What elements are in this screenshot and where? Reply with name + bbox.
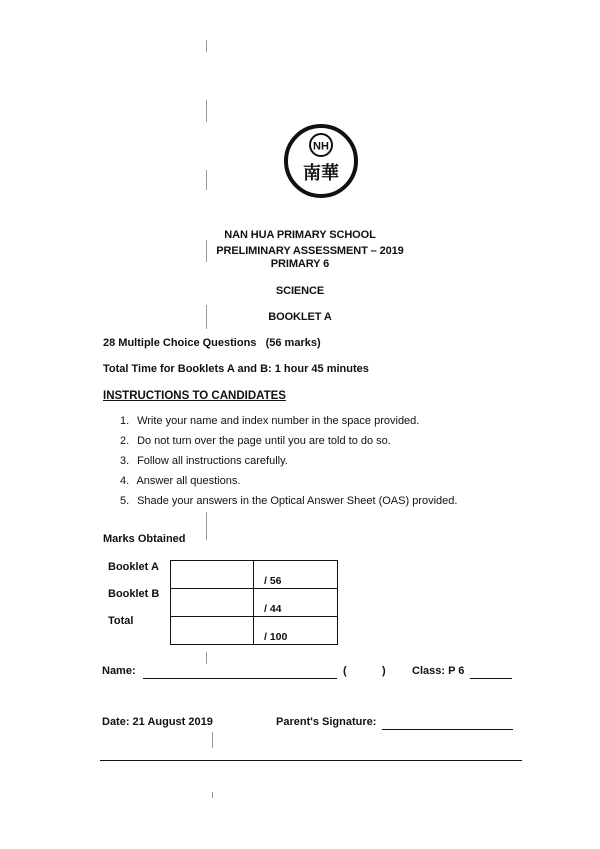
marks-heading: Marks Obtained [103, 533, 186, 545]
instruction-item: 3. Follow all instructions carefully. [120, 455, 288, 467]
marks-cell-total[interactable] [171, 617, 254, 645]
index-paren-open: ( [343, 665, 347, 677]
instruction-item: 2. Do not turn over the page until you are told to do so. [120, 435, 391, 447]
exam-date: Date: 21 August 2019 [102, 716, 213, 728]
name-field[interactable] [143, 678, 337, 679]
class-field[interactable] [470, 678, 512, 679]
instructions-list [120, 414, 457, 514]
parent-signature-label: Parent's Signature: [276, 716, 377, 728]
subject: SCIENCE [275, 285, 325, 297]
marks-total-booklet-b: / 44 [254, 589, 338, 617]
scan-mark [206, 240, 207, 262]
marks-label-booklet-b: Booklet B [108, 588, 160, 600]
table-row [171, 589, 338, 617]
logo-initials: NH [313, 140, 329, 153]
scan-mark [206, 652, 207, 664]
marks-label-total: Total [108, 615, 134, 627]
questions-info [103, 337, 321, 349]
level: PRIMARY 6 [270, 258, 330, 270]
table-row [171, 561, 338, 589]
parent-signature-field[interactable] [382, 729, 513, 730]
logo-chinese: 南華 [303, 163, 339, 184]
marks-cell-booklet-a[interactable] [171, 561, 254, 589]
bottom-divider [100, 760, 522, 761]
name-label: Name: [102, 665, 136, 677]
booklet-title: BOOKLET A [268, 311, 332, 323]
school-name: NAN HUA PRIMARY SCHOOL [224, 229, 376, 241]
questions-count: 28 Multiple Choice Questions [103, 337, 257, 349]
scan-mark [206, 305, 207, 329]
time-info: Total Time for Booklets A and B: 1 hour 45 minutes [103, 363, 369, 375]
instruction-item: 5. Shade your answers in the Optical Answer Sheet (OAS) provided. [120, 495, 458, 507]
school-logo [283, 123, 359, 199]
marks-total-booklet-a: / 56 [254, 561, 338, 589]
instruction-item: 4. Answer all questions. [120, 475, 241, 487]
marks-table [170, 560, 338, 645]
instructions-heading: INSTRUCTIONS TO CANDIDATES [103, 390, 286, 402]
instruction-item: 1. Write your name and index number in the space provided. [120, 415, 420, 427]
marks-label-booklet-a: Booklet A [108, 561, 159, 573]
table-row [171, 617, 338, 645]
index-paren-close: ) [382, 665, 386, 677]
scan-mark [206, 512, 207, 540]
marks-total-overall: / 100 [254, 617, 338, 645]
class-label: Class: P 6 [412, 665, 465, 677]
scan-mark [206, 170, 207, 190]
scan-mark [212, 732, 213, 748]
scan-mark [212, 792, 213, 798]
marks-cell-booklet-b[interactable] [171, 589, 254, 617]
scan-mark [206, 40, 207, 52]
marks-count: (56 marks) [265, 337, 321, 349]
assessment-title: PRELIMINARY ASSESSMENT – 2019 [216, 245, 404, 257]
scan-mark [206, 100, 207, 122]
